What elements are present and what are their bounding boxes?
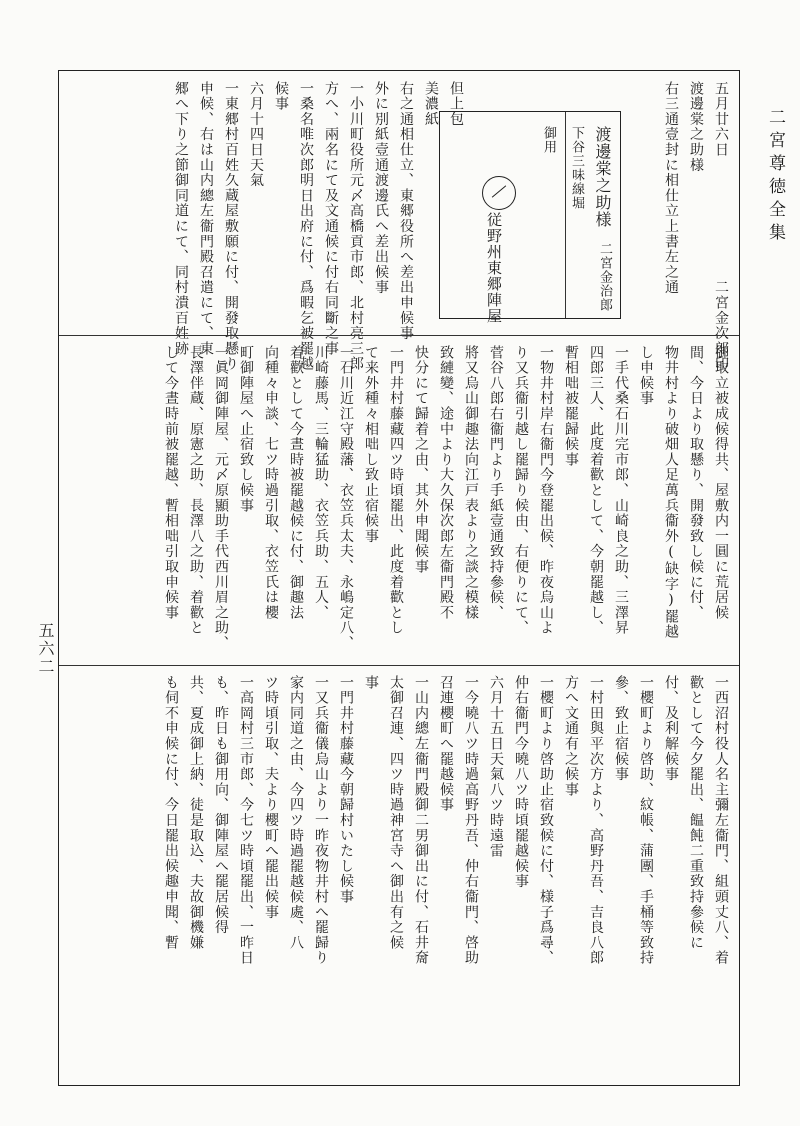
text-line: 參、致止宿候事: [613, 675, 629, 783]
running-head: 二宮尊徳全集: [765, 108, 785, 246]
text-line: 快分にて歸着之由、其外申聞候事: [413, 345, 429, 575]
middle-band: [59, 335, 739, 665]
text-line: 一眞岡御陣屋、元〆原顯助手代西川眉之助、: [213, 345, 229, 651]
text-line: 但上包: [448, 81, 464, 127]
text-line: 一高岡村三市郎、今七ツ時頃罷出、一昨日: [238, 675, 254, 966]
text-line: 御取立被成候得共、屋敷内一圓に荒居候: [713, 345, 729, 621]
text-line: 方へ文通有之候事: [563, 675, 579, 798]
text-line: 外に別紙壹通渡邊氏へ差出候事: [373, 81, 389, 296]
text-line: 一桑名唯次郎明日出府に付、爲暇乞被罷越: [298, 81, 314, 372]
text-line: 一櫻町より啓助、紋帳、蒲團、手桶等致持: [638, 675, 654, 966]
text-line: 致縺變、途中より大久保次郎左衞門殿不: [438, 345, 454, 621]
text-line: 間、今日より取懸り、開發致し候に付、: [688, 345, 704, 621]
text-line: 一手代桑石川完市郎、山崎良之助、三澤昇: [613, 345, 629, 636]
text-line: して今晝時前被罷越、暫相咄引取申候事: [163, 345, 179, 621]
text-line: 仲右衞門今曉八ツ時頃罷越候事: [513, 675, 529, 890]
text-line: 向種々申談、七ツ時過引取、衣笠氏は櫻: [263, 345, 279, 621]
text-line: 共、夏成御上納、徒是取込、夫故御機嫌: [188, 675, 204, 951]
text-line: 太御召連、四ツ時過神宮寺へ御出有之候: [388, 675, 404, 951]
text-line: 町御陣屋へ止宿致し候事: [238, 345, 254, 514]
text-line: 一西沼村役人名主彌左衞門、組頭丈八、着: [713, 675, 729, 966]
text-line: 渡邊棠之助様: [688, 81, 704, 173]
text-line: 物井村より破畑人足萬兵衞外(缺字)罷越: [663, 345, 679, 640]
bottom-band: [59, 665, 739, 1085]
text-line: 一門井村藤藏四ツ時頃罷出、此度着歡とし: [388, 345, 404, 636]
text-line: 六月十五日天氣八ツ時遠雷: [488, 675, 504, 859]
envelope-drawing: [439, 111, 621, 324]
text-line: 右三通壹封に相仕立上書左之通: [663, 81, 679, 296]
text-line: 美濃紙: [423, 81, 439, 127]
text-line: 一山内總左衞門殿御二男御出に付、石井奝: [413, 675, 429, 966]
text-line: 一村田與平次方より、高野丹吾、吉良八郎: [588, 675, 604, 966]
text-line: 右之通相仕立、東郷役所へ差出申候事: [398, 81, 414, 342]
middle-band-text: [65, 345, 733, 657]
text-line: 一門井村藤藏今朝歸村いたし候事: [338, 675, 354, 905]
text-line: 候事: [273, 81, 289, 112]
text-line: 一櫻町より啓助止宿致候に付、様子爲尋、: [538, 675, 554, 966]
text-line: 着歡として今晝時被罷越候に付、御趣法: [288, 345, 304, 621]
text-line: 一小川町役所元〆高橋貢市郎、北村亮三郎: [348, 81, 364, 372]
text-line: ツ時頃引取、夫より櫻町へ罷出候事: [263, 675, 279, 920]
envelope-sender: 二宮金治郎: [597, 242, 612, 312]
top-band-text: [65, 81, 733, 372]
text-line: 一今曉八ツ時過高野丹吾、仲右衞門、啓助: [463, 675, 479, 966]
text-line: 五月廿六日 二宮金次郎印: [713, 81, 729, 372]
text-line: 付、及利解候事: [663, 675, 679, 783]
text-line: 暫相咄被罷歸候事: [563, 345, 579, 468]
text-line: 一又兵衞儀烏山より一昨夜物井村へ罷歸り: [313, 675, 329, 966]
text-line: 郷へ下り之節御同道にて、同村潰百姓跡: [173, 81, 189, 357]
text-line: 六月十四日天氣: [248, 81, 264, 189]
text-line: 事: [363, 675, 379, 691]
envelope-title: 渡邊棠之助様: [593, 126, 612, 228]
text-line: も伺不申候に付、今日罷出候趣申聞、暫: [163, 675, 179, 951]
text-line: 歡として今夕罷出、饂飩二重致持參候に: [688, 675, 704, 951]
bottom-band-text: [65, 675, 733, 1077]
page-frame: [58, 70, 740, 1086]
text-line: 長澤伴蔵、原憲之助、長澤八之助、着歡と: [188, 345, 204, 636]
text-line: 一石川近江守殿藩、衣笠兵太夫、永嶋定八、: [338, 345, 354, 651]
text-line: て来外種々相咄し致止宿候事: [363, 345, 379, 544]
text-line: 家内同道之由、今四ツ時過罷越候處、八: [288, 675, 304, 951]
text-line: 四郎三人、此度着歡として、今朝罷越し、: [588, 345, 604, 636]
text-line: 菅谷八郎右衞門より手紙壹通致持參候、: [488, 345, 504, 621]
envelope-goyo: 御用: [541, 126, 556, 154]
text-line: 一東郷村百姓久蔵屋敷願に付、開發取懸り: [223, 81, 239, 372]
text-line: 申候、右は山内總左衞門殿召遣にて、東: [198, 81, 214, 357]
page-number: 五六二: [36, 622, 55, 676]
text-line: 方へ、兩名にて及文通候に付右同斷之事: [323, 81, 339, 357]
text-line: 召連櫻町へ罷越候事: [438, 675, 454, 813]
envelope-address: 従野州東郷陣屋: [485, 212, 503, 324]
envelope-title-small: 下谷三味線堀: [569, 126, 584, 210]
text-line: も、昨日も御用向、御陣屋へ罷居候得: [213, 675, 229, 936]
text-line: し申候事: [638, 345, 654, 407]
seal-mark: [482, 176, 516, 210]
top-band: [59, 71, 739, 372]
text-line: 一物井村岸右衞門今登罷出候、昨夜烏山よ: [538, 345, 554, 636]
text-line: 將又烏山御趣法向江戸表より之談之模樣: [463, 345, 479, 621]
text-line: 川崎藤馬、三輪猛助、衣笠兵助、五人、: [313, 345, 329, 621]
text-line: り又兵衞引越し罷歸り候由、右便りにて、: [513, 345, 529, 636]
